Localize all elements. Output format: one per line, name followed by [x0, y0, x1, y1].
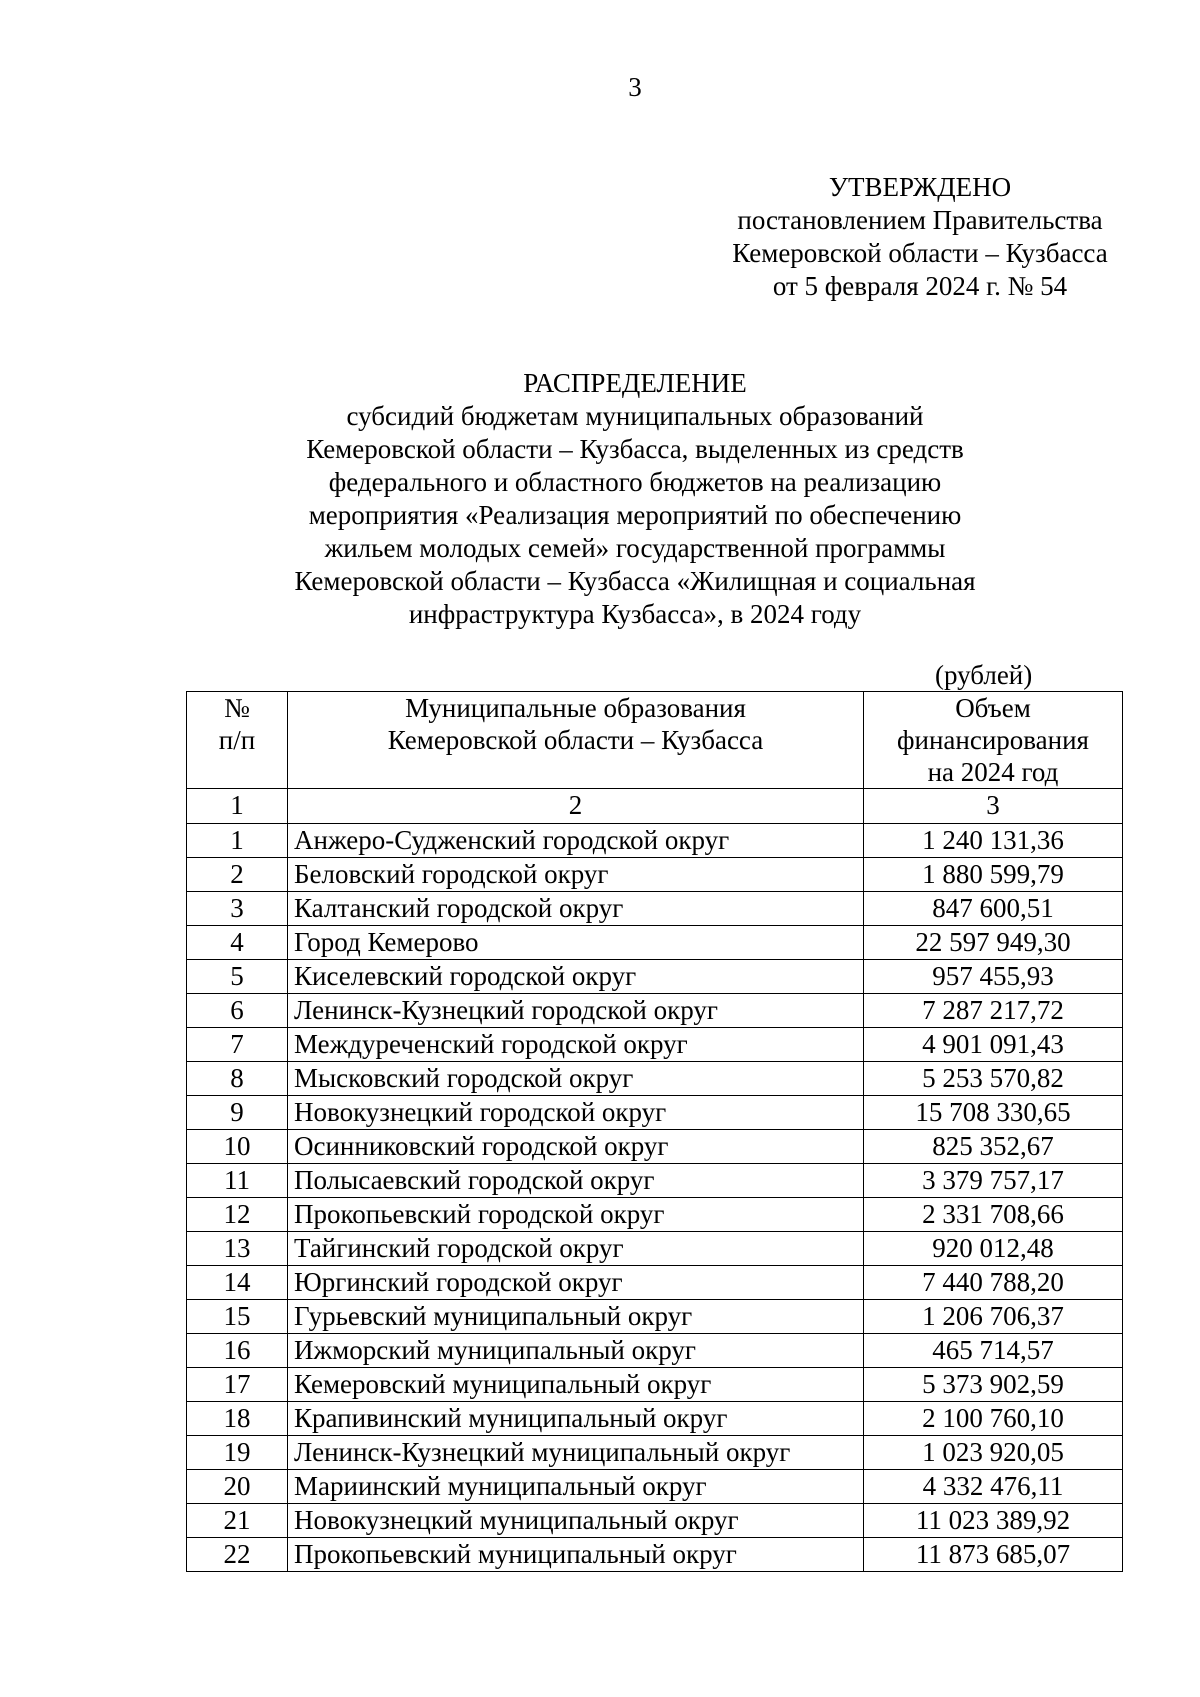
header-municipality-line: Кемеровской области – Кузбасса	[387, 725, 764, 755]
municipality-name: Прокопьевский муниципальный округ	[288, 1538, 864, 1572]
row-number: 14	[187, 1266, 288, 1300]
column-number: 1	[187, 789, 288, 824]
municipality-name: Тайгинский городской округ	[288, 1232, 864, 1266]
row-number: 1	[187, 824, 288, 858]
table-row	[187, 1470, 1123, 1504]
table-row	[187, 1368, 1123, 1402]
funding-amount: 11 873 685,07	[864, 1538, 1123, 1572]
table-row	[187, 1436, 1123, 1470]
municipality-name: Мысковский городской округ	[288, 1062, 864, 1096]
row-number: 20	[187, 1470, 288, 1504]
row-number: 5	[187, 960, 288, 994]
header-number	[187, 692, 288, 789]
row-number: 21	[187, 1504, 288, 1538]
funding-amount: 1 206 706,37	[864, 1300, 1123, 1334]
header-number-line: п/п	[218, 725, 256, 755]
table-row	[187, 1130, 1123, 1164]
table-row	[187, 824, 1123, 858]
municipality-name: Крапивинский муниципальный округ	[288, 1402, 864, 1436]
municipality-name: Прокопьевский городской округ	[288, 1198, 864, 1232]
table-header-row	[187, 692, 1123, 789]
title-heading: РАСПРЕДЕЛЕНИЕ	[523, 368, 747, 398]
table-row	[187, 926, 1123, 960]
funding-amount: 7 287 217,72	[864, 994, 1123, 1028]
table-row	[187, 1266, 1123, 1300]
funding-amount: 957 455,93	[864, 960, 1123, 994]
funding-amount: 4 332 476,11	[864, 1470, 1123, 1504]
row-number: 18	[187, 1402, 288, 1436]
table-row	[187, 1334, 1123, 1368]
table-row	[187, 1164, 1123, 1198]
row-number: 22	[187, 1538, 288, 1572]
table-row	[187, 1504, 1123, 1538]
funding-amount: 11 023 389,92	[864, 1504, 1123, 1538]
row-number: 12	[187, 1198, 288, 1232]
funding-amount: 2 100 760,10	[864, 1402, 1123, 1436]
municipality-name: Осинниковский городской округ	[288, 1130, 864, 1164]
column-number: 3	[864, 789, 1123, 824]
header-municipality	[288, 692, 864, 789]
table-row	[187, 858, 1123, 892]
municipality-name: Беловский городской округ	[288, 858, 864, 892]
title-line: Кемеровской области – Кузбасса «Жилищная и социальная	[294, 566, 976, 596]
units-label: (рублей)	[935, 660, 1033, 690]
document-title	[200, 367, 1070, 631]
approval-line: Кемеровской области – Кузбасса	[732, 238, 1108, 268]
column-numbers-row	[187, 789, 1123, 824]
row-number: 3	[187, 892, 288, 926]
row-number: 11	[187, 1164, 288, 1198]
page-number: 3	[628, 72, 642, 102]
header-amount-line: на 2024 год	[927, 757, 1059, 787]
table-row	[187, 1028, 1123, 1062]
row-number: 13	[187, 1232, 288, 1266]
row-number: 4	[187, 926, 288, 960]
row-number: 10	[187, 1130, 288, 1164]
title-line: федерального и областного бюджетов на реализацию	[328, 467, 942, 497]
header-amount-line: финансирования	[897, 725, 1089, 755]
funding-amount: 2 331 708,66	[864, 1198, 1123, 1232]
header-amount-line: Объем	[955, 693, 1031, 723]
municipality-name: Кемеровский муниципальный округ	[288, 1368, 864, 1402]
municipality-name: Междуреченский городской округ	[288, 1028, 864, 1062]
approval-line: постановлением Правительства	[737, 205, 1103, 235]
municipality-name: Город Кемерово	[288, 926, 864, 960]
table-row	[187, 1402, 1123, 1436]
funding-amount: 920 012,48	[864, 1232, 1123, 1266]
column-number: 2	[288, 789, 864, 824]
row-number: 2	[187, 858, 288, 892]
municipality-name: Новокузнецкий муниципальный округ	[288, 1504, 864, 1538]
table-row	[187, 1096, 1123, 1130]
header-municipality-line: Муниципальные образования	[405, 693, 746, 723]
funding-amount: 1 880 599,79	[864, 858, 1123, 892]
table-row	[187, 1198, 1123, 1232]
funding-amount: 7 440 788,20	[864, 1266, 1123, 1300]
distribution-table	[186, 691, 1123, 1572]
approval-heading: УТВЕРЖДЕНО	[828, 172, 1012, 202]
title-line: Кемеровской области – Кузбасса, выделенных из средств	[306, 434, 964, 464]
funding-amount: 22 597 949,30	[864, 926, 1123, 960]
municipality-name: Полысаевский городской округ	[288, 1164, 864, 1198]
row-number: 19	[187, 1436, 288, 1470]
row-number: 17	[187, 1368, 288, 1402]
funding-amount: 5 373 902,59	[864, 1368, 1123, 1402]
table-row	[187, 1232, 1123, 1266]
municipality-name: Мариинский муниципальный округ	[288, 1470, 864, 1504]
municipality-name: Ижморский муниципальный округ	[288, 1334, 864, 1368]
header-number-line: №	[224, 693, 250, 723]
municipality-name: Юргинский городской округ	[288, 1266, 864, 1300]
funding-amount: 5 253 570,82	[864, 1062, 1123, 1096]
municipality-name: Гурьевский муниципальный округ	[288, 1300, 864, 1334]
funding-amount: 825 352,67	[864, 1130, 1123, 1164]
row-number: 8	[187, 1062, 288, 1096]
funding-amount: 1 023 920,05	[864, 1436, 1123, 1470]
funding-amount: 465 714,57	[864, 1334, 1123, 1368]
row-number: 7	[187, 1028, 288, 1062]
funding-amount: 3 379 757,17	[864, 1164, 1123, 1198]
municipality-name: Киселевский городской округ	[288, 960, 864, 994]
funding-amount: 847 600,51	[864, 892, 1123, 926]
municipality-name: Калтанский городской округ	[288, 892, 864, 926]
funding-amount: 1 240 131,36	[864, 824, 1123, 858]
municipality-name: Новокузнецкий городской округ	[288, 1096, 864, 1130]
municipality-name: Ленинск-Кузнецкий муниципальный округ	[288, 1436, 864, 1470]
row-number: 16	[187, 1334, 288, 1368]
table-row	[187, 1300, 1123, 1334]
funding-amount: 4 901 091,43	[864, 1028, 1123, 1062]
title-line: жильем молодых семей» государственной программы	[324, 533, 946, 563]
title-line: субсидий бюджетам муниципальных образований	[346, 401, 924, 431]
table-row	[187, 1538, 1123, 1572]
table-row	[187, 1062, 1123, 1096]
header-amount	[864, 692, 1123, 789]
table-row	[187, 892, 1123, 926]
row-number: 6	[187, 994, 288, 1028]
table-row	[187, 960, 1123, 994]
approval-date-number: от 5 февраля 2024 г. № 54	[772, 271, 1068, 301]
title-line: инфраструктура Кузбасса», в 2024 году	[408, 599, 862, 629]
municipality-name: Анжеро-Судженский городской округ	[288, 824, 864, 858]
municipality-name: Ленинск-Кузнецкий городской округ	[288, 994, 864, 1028]
row-number: 9	[187, 1096, 288, 1130]
approval-stamp	[690, 171, 1150, 303]
table-row	[187, 994, 1123, 1028]
funding-amount: 15 708 330,65	[864, 1096, 1123, 1130]
row-number: 15	[187, 1300, 288, 1334]
title-line: мероприятия «Реализация мероприятий по обеспечению	[308, 500, 962, 530]
